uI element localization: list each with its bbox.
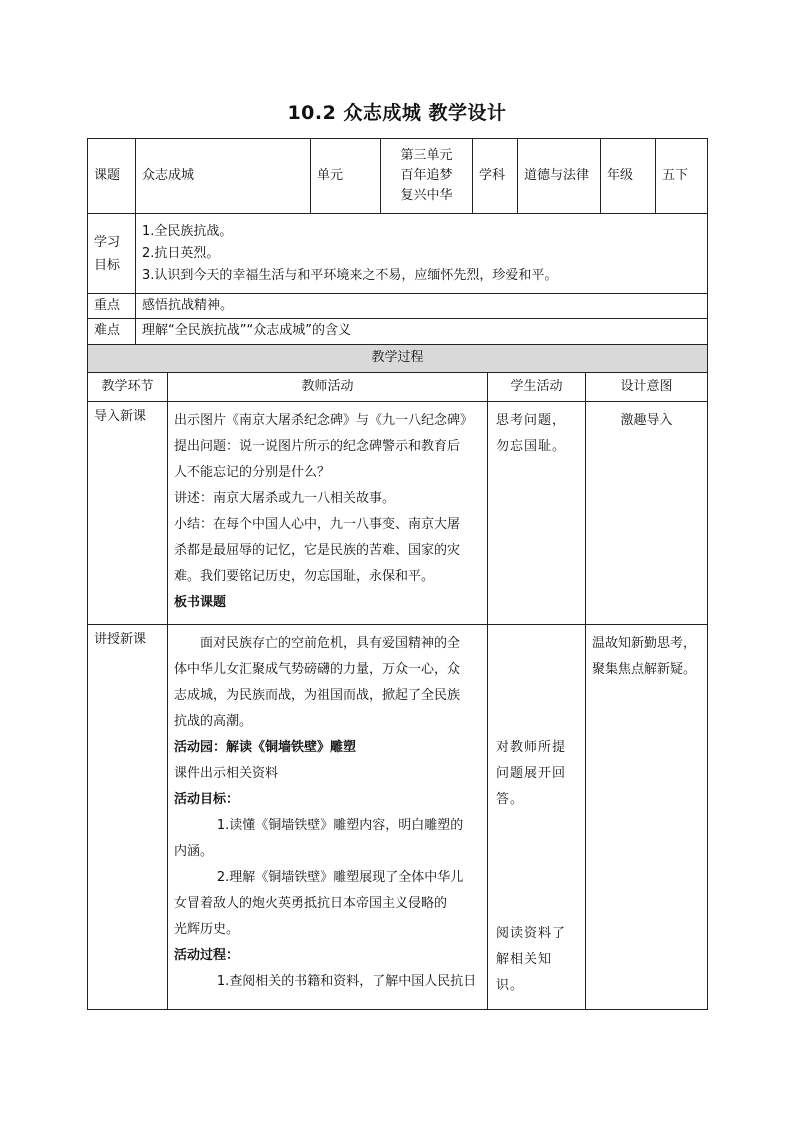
header-stage: 教学环节 xyxy=(88,373,168,402)
table-row xyxy=(88,625,708,1010)
subject-value: 道德与法律 xyxy=(518,139,601,214)
student-activity-intro: 思考问题， 勿忘国耻。 xyxy=(488,402,586,625)
header-student: 学生活动 xyxy=(488,373,586,402)
difficulty-value: 理解“全民族抗战”“众志成城”的含义 xyxy=(136,319,708,345)
process-table xyxy=(87,344,708,1010)
goal-item: 1.全民族抗战。 xyxy=(142,223,233,239)
goals-list xyxy=(136,214,708,294)
subject-label: 学科 xyxy=(473,139,518,214)
design-intent-new: 温故知新勤思考， 聚集焦点解新疑。 xyxy=(586,625,708,1010)
stage-new-lesson: 讲授新课 xyxy=(88,625,168,1010)
goal-item: 2.抗日英烈。 xyxy=(142,245,220,261)
header-teacher: 教师活动 xyxy=(168,373,488,402)
teacher-activity-new: 面对民族存亡的空前危机，具有爱国精神的全 体中华儿女汇聚成气势磅礴的力量，万众一心，众 志成城，为民族而战，为祖国而战，掀起了全民族 抗战的高潮。 活动园：解读《铜墙铁壁》雕塑 课件出示相关资料 活动目标： 1.读懂《铜墙铁壁》雕塑内容，明白雕塑的 内涵。 2.理解《铜墙铁壁》雕塑展现了全体中华儿 女冒着敌人的炮火英勇抵抗日本帝国主义侵略的 光辉历史。 活动过程： 1.查阅相关的书籍和资料，了解中国人民抗日 xyxy=(168,625,488,1010)
stage-intro: 导入新课 xyxy=(88,402,168,625)
student-activity-new: 对教师所提 问题展开回 答。 阅读资料了 解相关知识。 xyxy=(488,625,586,1010)
page-title: 10.2 众志成城 教学设计 xyxy=(287,102,507,124)
topic-label: 课题 xyxy=(88,139,136,214)
difficulty-label: 难点 xyxy=(88,319,136,345)
goal-item: 3.认识到今天的幸福生活与和平环境来之不易，应缅怀先烈，珍爱和平。 xyxy=(142,267,558,283)
key-value: 感悟抗战精神。 xyxy=(136,294,708,319)
table-row xyxy=(88,402,708,625)
goals-label: 学习 目标 xyxy=(88,214,136,294)
topic-value: 众志成城 xyxy=(136,139,311,214)
grade-label: 年级 xyxy=(601,139,656,214)
info-table xyxy=(87,138,708,345)
teacher-activity-intro: 出示图片《南京大屠杀纪念碑》与《九一八纪念碑》 提出问题：说一说图片所示的纪念碑警示和教育后 人不能忘记的分别是什么？ 讲述：南京大屠杀或九一八相关故事。 小结：在每个中国人心中，九一八事变、南京大屠 杀都是最屈辱的记忆，它是民族的苦难、国家的灾 难。我们要铭记历史，勿忘国耻，永保和平。 板书课题 xyxy=(168,402,488,625)
design-intent-intro: 激趣导入 xyxy=(586,402,708,625)
process-section-title: 教学过程 xyxy=(88,345,708,373)
unit-label: 单元 xyxy=(311,139,381,214)
unit-value: 第三单元 百年追梦 复兴中华 xyxy=(381,139,473,214)
header-intent: 设计意图 xyxy=(586,373,708,402)
key-label: 重点 xyxy=(88,294,136,319)
grade-value: 五下 xyxy=(656,139,708,214)
